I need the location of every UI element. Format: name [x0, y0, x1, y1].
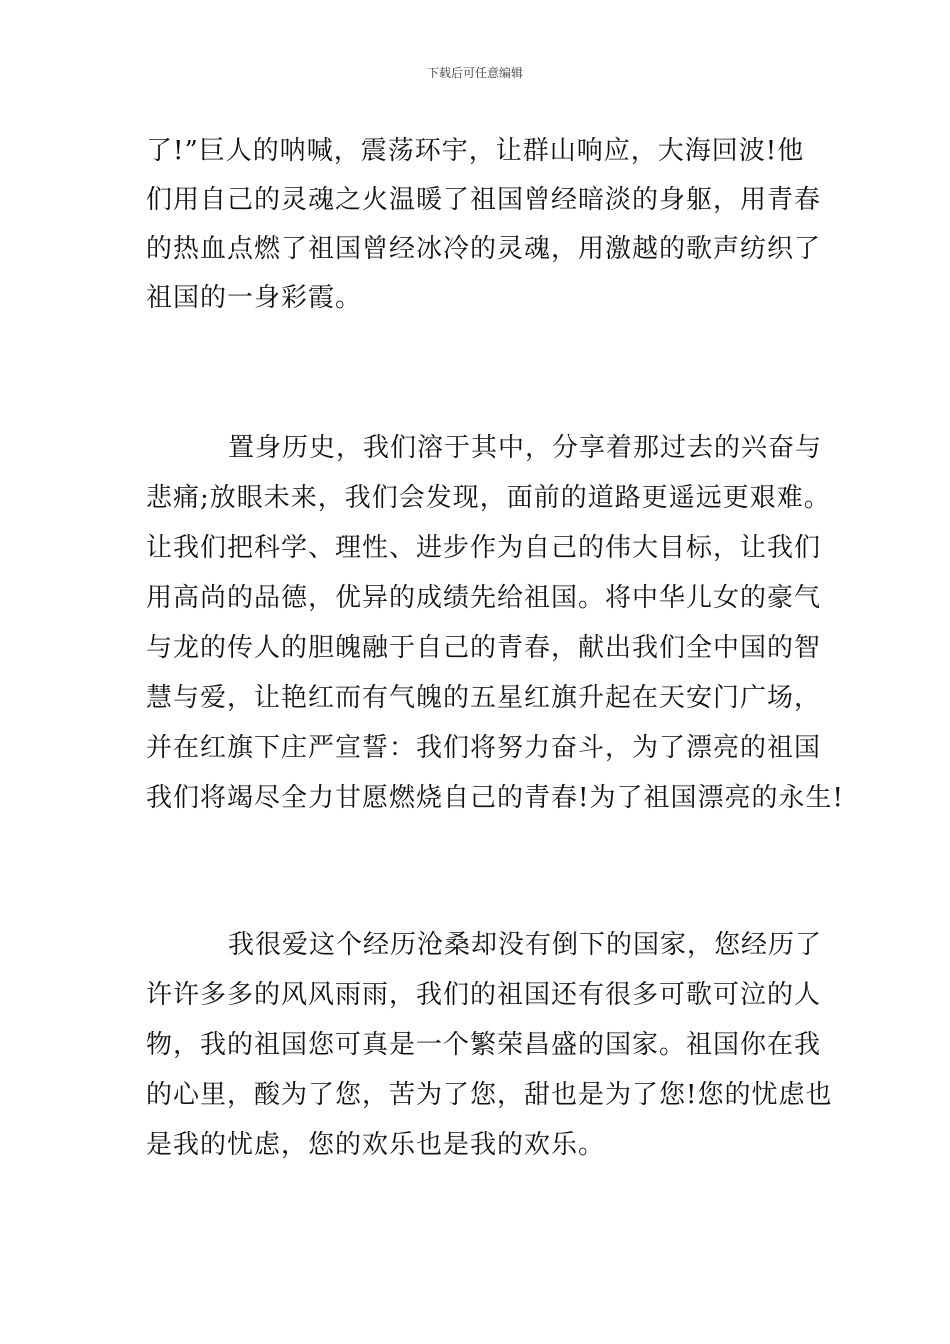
paragraph-1-line-1: 了!”巨人的呐喊，震荡环宇，让群山响应，大海回波!他 — [146, 136, 805, 166]
paragraph-2-line-6: 慧与爱，让艳红而有气魄的五星红旗升起在天安门广场， — [146, 683, 822, 713]
paragraph-2-line-7: 并在红旗下庄严宣誓：我们将努力奋斗，为了漂亮的祖国 — [146, 733, 822, 763]
paragraph-3-line-3: 物，我的祖国您可真是一个繁荣昌盛的国家。祖国你在我 — [146, 1030, 822, 1060]
paragraph-3-line-4: 的心里，酸为了您，苦为了您，甜也是为了您!您的忧虑也 — [146, 1080, 833, 1110]
paragraph-2-line-4: 用高尚的品德，优异的成绩先给祖国。将中华儿女的豪气 — [146, 583, 822, 613]
paragraph-2-line-1: 置身历史，我们溶于其中，分享着那过去的兴奋与 — [228, 433, 823, 463]
paragraph-1-line-3: 的热血点燃了祖国曾经冰冷的灵魂，用激越的歌声纺织了 — [146, 234, 822, 264]
paragraph-3-line-1: 我很爱这个经历沧桑却没有倒下的国家，您经历了 — [228, 930, 823, 960]
page-header: 下载后可任意编辑 — [426, 66, 523, 80]
paragraph-1-line-2: 们用自己的灵魂之火温暖了祖国曾经暗淡的身躯，用青春 — [146, 185, 822, 215]
paragraph-1-line-4: 祖国的一身彩霞。 — [146, 283, 363, 313]
paragraph-2-line-3: 让我们把科学、理性、进步作为自己的伟大目标，让我们 — [146, 533, 822, 563]
paragraph-2-line-5: 与龙的传人的胆魄融于自己的青春，献出我们全中国的智 — [146, 633, 822, 663]
paragraph-3-line-2: 许许多多的风风雨雨，我们的祖国还有很多可歌可泣的人 — [146, 980, 822, 1010]
paragraph-3-line-5: 是我的忧虑，您的欢乐也是我的欢乐。 — [146, 1130, 606, 1160]
paragraph-2-line-2: 悲痛;放眼未来，我们会发现，面前的道路更遥远更艰难。 — [146, 483, 831, 513]
paragraph-2-line-8: 我们将竭尽全力甘愿燃烧自己的青春!为了祖国漂亮的永生! — [146, 783, 844, 813]
